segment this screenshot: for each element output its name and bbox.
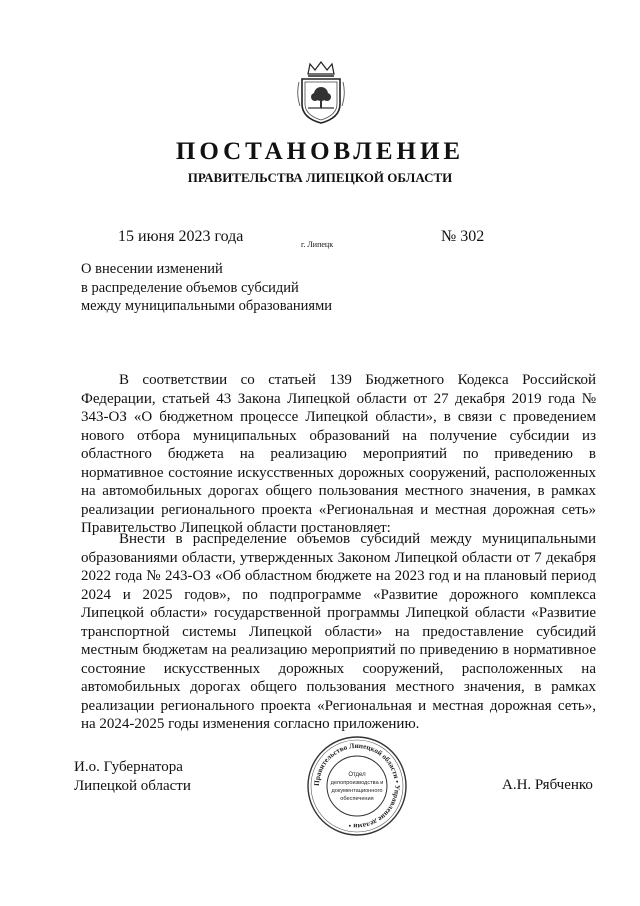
stamp-outer-text: Правительство Липецкой области • Управление делами • <box>312 741 402 831</box>
subject-line: в распределение объемов субсидий <box>81 279 299 296</box>
signatory-position-line: Липецкой области <box>74 778 191 794</box>
svg-text:Правительство Липецкой области <box>313 742 401 830</box>
document-subject <box>81 260 332 316</box>
stamp-inner-line: делопроизводства и <box>330 780 384 786</box>
document-number: № 302 <box>441 228 485 245</box>
document-title: ПОСТАНОВЛЕНИЕ <box>175 138 465 165</box>
document-city: г. Липецк <box>301 240 334 249</box>
signatory-name: А.Н. Рябченко <box>502 777 593 793</box>
stamp-inner-line: Отдел <box>348 772 366 778</box>
document-issuer: ПРАВИТЕЛЬСТВА ЛИПЕЦКОЙ ОБЛАСТИ <box>187 170 453 185</box>
stamp-inner-line: документационного <box>331 788 383 794</box>
subject-line: О внесении изменений <box>81 261 223 277</box>
document-date: 15 июня 2023 года <box>118 228 244 245</box>
subject-line: между муниципальными образованиями <box>81 298 333 314</box>
body-paragraph-resolution: Внести в распределение объемов субсидий между муниципальными образованиями области, утвержденных Законом Липецкой области от 7 декабря 2022 года № 243-ОЗ «Об областном бюджете на 2023 год и на плановый период 2024 и 2025 годов», по подпрограмме «Развитие дорожного комплекса Липецкой области» государственной программы Липецкой области «Развитие транспортной системы Липецкой области» на предоставление субсидий местным бюджетам на реализацию мероприятий по приведению в нормативное состояние искусственных дорожных сооружений, расположенных на автомобильных дорогах общего пользования местного значения, в рамках реализации регионального проекта «Региональная и местная дорожная сеть», на 2024-2025 годы изменения согласно приложению. <box>81 531 596 732</box>
official-stamp-icon <box>306 735 408 837</box>
signatory-position-line: И.о. Губернатора <box>74 759 183 775</box>
coat-of-arms-icon <box>296 60 346 126</box>
stamp-inner-line: обеспечения <box>340 796 374 802</box>
body-paragraph-preamble: В соответствии со статьей 139 Бюджетного Кодекса Российской Федерации, статьей 43 Закона Липецкой области от 27 декабря 2019 года № 343-ОЗ «О бюджетном процессе Липецкой области», в связи с проведением нового отбора муниципальных образований на получение субсидии из областного бюджета на реализацию мероприятий по приведению в нормативное состояние искусственных дорожных сооружений, расположенных на автомобильных дорогах общего пользования местного значения, в рамках реализации регионального проекта «Региональная и местная дорожная сеть» Правительство Липецкой области постановляет: <box>81 372 596 536</box>
signatory-position <box>74 758 191 796</box>
